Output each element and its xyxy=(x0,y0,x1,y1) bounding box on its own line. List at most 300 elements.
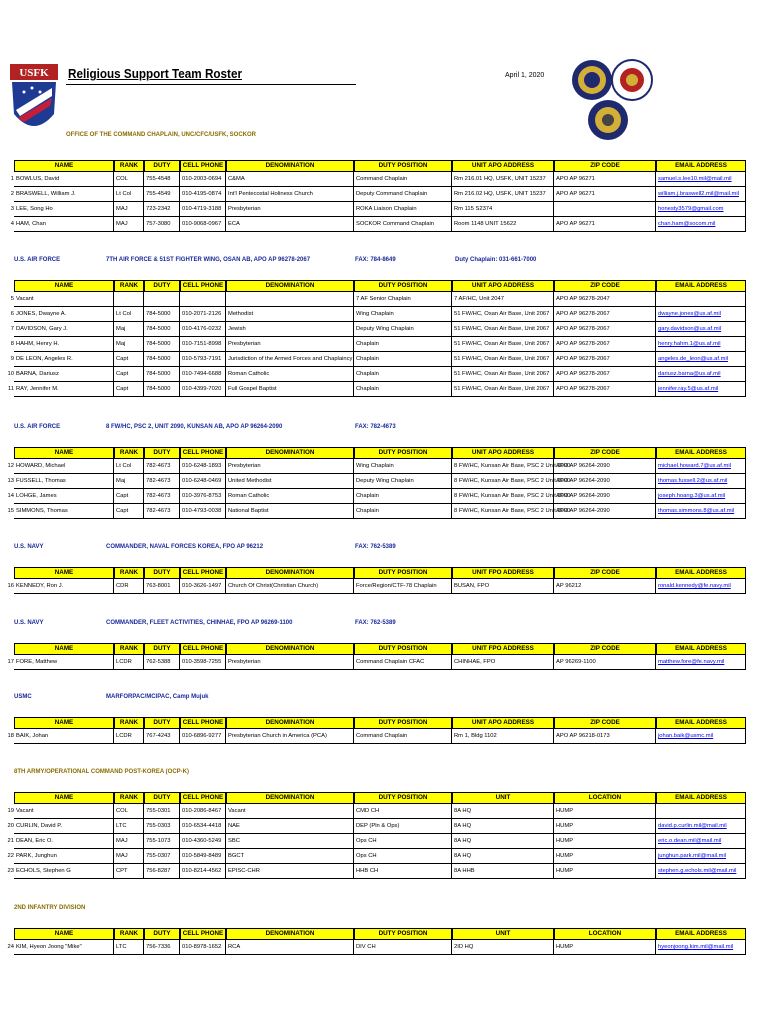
cell-unit-address: 51 FW/HC, Osan Air Base, Unit 2067 xyxy=(452,307,554,322)
cell-name: LOHGE, James xyxy=(14,489,114,504)
cell-denomination xyxy=(226,292,354,307)
cell-cell-phone: 010-4793-0038 xyxy=(180,504,226,519)
cell-name: ECHOLS, Stephen G xyxy=(14,864,114,879)
row-number: 20 xyxy=(7,823,14,829)
cell-cell-phone: 010-4719-3188 xyxy=(180,202,226,217)
header-denomination: DENOMINATION xyxy=(226,792,354,804)
table-row xyxy=(4,187,742,202)
cell-email[interactable]: angeles.de_leon@us.af.mil xyxy=(656,352,746,367)
header-duty: DUTY xyxy=(144,928,180,940)
cell-unit-address: Rm 216.01 HQ, USFK, UNIT 15237 xyxy=(452,172,554,187)
cell-name: BRASWELL, William J. xyxy=(14,187,114,202)
cell-unit-address: 8A HHB xyxy=(452,864,554,879)
section-label: FAX: 784-8649 xyxy=(355,257,396,263)
cell-email[interactable]: gary.davidson@us.af.mil xyxy=(656,322,746,337)
cell-duty-position: SOCKOR Command Chaplain xyxy=(354,217,452,232)
cell-zip-code: APO AP 96271 xyxy=(554,172,656,187)
cell-name: BARNA, Dariusz xyxy=(14,367,114,382)
row-number: 4 xyxy=(10,221,14,227)
header-name: NAME xyxy=(14,928,114,940)
header-rank: RANK xyxy=(114,928,144,940)
cell-rank: MAJ xyxy=(114,202,144,217)
cell-unit-address: 8 FW/HC, Kunsan Air Base, PSC 2 Unit 2090 xyxy=(452,459,554,474)
cell-rank: LCDR xyxy=(114,729,144,744)
cell-duty: 755-0301 xyxy=(144,804,180,819)
cell-denomination: Church Of Christ(Christian Church) xyxy=(226,579,354,594)
cell-zip-code: HUMP xyxy=(554,849,656,864)
cell-rank: Lt Col xyxy=(114,459,144,474)
cell-unit-address: BUSAN, FPO xyxy=(452,579,554,594)
cell-unit-address: 8 FW/HC, Kunsan Air Base, PSC 2 Unit 2090 xyxy=(452,489,554,504)
cell-duty-position: Command Chaplain xyxy=(354,729,452,744)
cell-duty-position: Force/Region/CTF-78 Chaplain xyxy=(354,579,452,594)
header-duty: DUTY xyxy=(144,792,180,804)
cell-rank: Maj xyxy=(114,337,144,352)
cell-rank: Capt xyxy=(114,504,144,519)
header-rank: RANK xyxy=(114,792,144,804)
row-number: 23 xyxy=(7,868,14,874)
section-label: Duty Chaplain: 031-661-7000 xyxy=(455,257,537,263)
header-name: NAME xyxy=(14,280,114,292)
cell-cell-phone: 010-8214-4562 xyxy=(180,864,226,879)
cell-denomination: ECA xyxy=(226,217,354,232)
table-row xyxy=(4,655,742,670)
cell-duty-position: Chaplain xyxy=(354,352,452,367)
header-zip-code: ZIP CODE xyxy=(554,567,656,579)
cell-name: HAM, Chan xyxy=(14,217,114,232)
cell-unit-address: 51 FW/HC, Osan Air Base, Unit 2067 xyxy=(452,352,554,367)
cell-rank: LTC xyxy=(114,819,144,834)
row-number: 17 xyxy=(7,659,14,665)
cell-email[interactable]: ronald.kennedy@fe.navy.mil xyxy=(656,579,746,594)
table-row xyxy=(4,834,742,849)
header-zip-code: ZIP CODE xyxy=(554,717,656,729)
cell-duty-position: Wing Chaplain xyxy=(354,459,452,474)
header-unit-address: UNIT APO ADDRESS xyxy=(452,717,554,729)
header-zip-code: LOCATION xyxy=(554,792,656,804)
cell-name: Vacant xyxy=(14,804,114,819)
cell-duty-position: Deputy Wing Chaplain xyxy=(354,322,452,337)
cell-denomination: Jurisdiction of the Armed Forces and Chaplaincy xyxy=(226,352,354,367)
header-unit-address: UNIT APO ADDRESS xyxy=(452,280,554,292)
row-number: 2 xyxy=(10,191,14,197)
cell-duty-position: Chaplain xyxy=(354,382,452,397)
cell-cell-phone: 010-9068-0967 xyxy=(180,217,226,232)
cell-cell-phone: 010-6248-1893 xyxy=(180,459,226,474)
cell-cell-phone: 010-2086-8467 xyxy=(180,804,226,819)
header-duty-position: DUTY POSITION xyxy=(354,160,452,172)
cell-duty: 782-4673 xyxy=(144,504,180,519)
row-number: 10 xyxy=(7,371,14,377)
table-row xyxy=(4,579,742,594)
cell-name: CURLIN, David P. xyxy=(14,819,114,834)
cell-rank: Maj xyxy=(114,322,144,337)
cell-zip-code: APO AP 96271 xyxy=(554,187,656,202)
cell-email[interactable]: stephen.g.echols.mil@mail.mil xyxy=(656,864,746,879)
cell-name: JONES, Dwayne A. xyxy=(14,307,114,322)
cell-email[interactable]: michael.howard.7@us.af.mil xyxy=(656,459,746,474)
cell-name: RAY, Jennifer M. xyxy=(14,382,114,397)
row-number: 24 xyxy=(7,944,14,950)
cell-name: FUSSELL, Thomas xyxy=(14,474,114,489)
cell-name: KENNEDY, Ron J. xyxy=(14,579,114,594)
cell-unit-address: 51 FW/HC, Osan Air Base, Unit 2067 xyxy=(452,322,554,337)
cell-denomination: Full Gospel Baptist xyxy=(226,382,354,397)
cell-duty xyxy=(144,292,180,307)
table-row xyxy=(4,804,742,819)
row-number: 19 xyxy=(7,808,14,814)
table-row xyxy=(4,474,742,489)
section-label: USMC xyxy=(14,694,32,700)
table-row xyxy=(4,307,742,322)
roster-table xyxy=(4,643,742,670)
header-denomination: DENOMINATION xyxy=(226,643,354,655)
cell-duty-position: Chaplain xyxy=(354,489,452,504)
cell-name: FORE, Matthew xyxy=(14,655,114,670)
header-duty-position: DUTY POSITION xyxy=(354,643,452,655)
cell-unit-address: Rm 115 S2374 xyxy=(452,202,554,217)
row-number: 21 xyxy=(7,838,14,844)
table-row xyxy=(4,504,742,519)
table-header xyxy=(4,717,742,729)
cell-duty-position: Chaplain xyxy=(354,337,452,352)
header-duty: DUTY xyxy=(144,643,180,655)
cell-unit-address: 51 FW/HC, Osan Air Base, Unit 2067 xyxy=(452,337,554,352)
cell-name: PARK, Junghun xyxy=(14,849,114,864)
cell-cell-phone: 010-5793-7191 xyxy=(180,352,226,367)
cell-denomination: SBC xyxy=(226,834,354,849)
cell-duty: 767-4243 xyxy=(144,729,180,744)
table-row xyxy=(4,489,742,504)
header-duty: DUTY xyxy=(144,567,180,579)
cell-zip-code: APO AP 96278-2067 xyxy=(554,307,656,322)
cell-zip-code: AP 96212 xyxy=(554,579,656,594)
table-row xyxy=(4,337,742,352)
cell-unit-address: 51 FW/HC, Osan Air Base, Unit 2067 xyxy=(452,382,554,397)
table-header xyxy=(4,567,742,579)
row-number: 8 xyxy=(10,341,14,347)
cell-cell-phone: 010-6534-4418 xyxy=(180,819,226,834)
cell-unit-address: 8A HQ xyxy=(452,834,554,849)
cell-duty-position: DIV CH xyxy=(354,940,452,955)
header-rank: RANK xyxy=(114,280,144,292)
row-number: 14 xyxy=(7,493,14,499)
cell-zip-code: HUMP xyxy=(554,940,656,955)
cell-duty: 784-5000 xyxy=(144,322,180,337)
cell-cell-phone: 010-3976-8753 xyxy=(180,489,226,504)
cell-duty: 782-4673 xyxy=(144,489,180,504)
header-unit-address: UNIT FPO ADDRESS xyxy=(452,643,554,655)
cell-email[interactable]: david.p.curlin.mil@mail.mil xyxy=(656,819,746,834)
table-header xyxy=(4,447,742,459)
row-number: 1 xyxy=(10,176,14,182)
row-number: 13 xyxy=(7,478,14,484)
cell-denomination: EPISC-CHR xyxy=(226,864,354,879)
usfk-logo xyxy=(8,62,60,142)
cell-duty: 755-0307 xyxy=(144,849,180,864)
header-email: EMAIL ADDRESS xyxy=(656,792,746,804)
header-denomination: DENOMINATION xyxy=(226,160,354,172)
header-zip-code: ZIP CODE xyxy=(554,643,656,655)
header-denomination: DENOMINATION xyxy=(226,447,354,459)
office-label: OFFICE OF THE COMMAND CHAPLAIN, UNC/CFC/USFK, SOCKOR xyxy=(66,132,256,138)
cell-cell-phone: 010-4399-7020 xyxy=(180,382,226,397)
header-email: EMAIL ADDRESS xyxy=(656,717,746,729)
header-zip-code: ZIP CODE xyxy=(554,447,656,459)
section-label: 8 FW/HC, PSC 2, UNIT 2090, KUNSAN AB, APO AP 96264-2090 xyxy=(106,424,283,430)
table-header xyxy=(4,643,742,655)
cell-email[interactable]: eric.o.dean.mil@mail.mil xyxy=(656,834,746,849)
cell-duty: 784-5000 xyxy=(144,367,180,382)
cell-denomination: Jewish xyxy=(226,322,354,337)
header-name: NAME xyxy=(14,717,114,729)
section-label: U.S. NAVY xyxy=(14,620,44,626)
title-underline xyxy=(66,84,356,85)
cell-zip-code: APO AP 96264-2090 xyxy=(554,504,656,519)
cell-cell-phone: 010-2071-2126 xyxy=(180,307,226,322)
cell-rank: LTC xyxy=(114,940,144,955)
cell-zip-code xyxy=(554,202,656,217)
row-number: 15 xyxy=(7,508,14,514)
table-row xyxy=(4,352,742,367)
cell-denomination: Vacant xyxy=(226,804,354,819)
cell-duty-position: Chaplain xyxy=(354,367,452,382)
cell-cell-phone: 010-7151-8998 xyxy=(180,337,226,352)
cell-denomination: Roman Catholic xyxy=(226,367,354,382)
row-number: 22 xyxy=(7,853,14,859)
cell-unit-address: 51 FW/HC, Osan Air Base, Unit 2067 xyxy=(452,367,554,382)
table-row xyxy=(4,940,742,955)
header-email: EMAIL ADDRESS xyxy=(656,643,746,655)
table-header xyxy=(4,280,742,292)
header-denomination: DENOMINATION xyxy=(226,717,354,729)
header-cell-phone: CELL PHONE xyxy=(180,280,226,292)
section-label: COMMANDER, FLEET ACTIVITIES, CHINHAE, FPO AP 96269-1100 xyxy=(106,620,293,626)
cell-rank: CPT xyxy=(114,864,144,879)
cell-name: BOWLUS, David xyxy=(14,172,114,187)
cell-rank: Lt Col xyxy=(114,307,144,322)
cell-rank: CDR xyxy=(114,579,144,594)
cell-name: LEE, Song Ho xyxy=(14,202,114,217)
cell-zip-code: APO AP 96278-2067 xyxy=(554,367,656,382)
header-duty-position: DUTY POSITION xyxy=(354,567,452,579)
header-unit-address: UNIT APO ADDRESS xyxy=(452,160,554,172)
cell-zip-code: APO AP 96218-0173 xyxy=(554,729,656,744)
cell-email[interactable]: joseph.hoang.3@us.af.mil xyxy=(656,489,746,504)
header-cell-phone: CELL PHONE xyxy=(180,160,226,172)
header-name: NAME xyxy=(14,447,114,459)
row-number: 16 xyxy=(7,583,14,589)
cell-name: DEAN, Eric O. xyxy=(14,834,114,849)
row-number: 3 xyxy=(10,206,14,212)
header-name: NAME xyxy=(14,643,114,655)
cell-email[interactable]: samuel.s.lee10.mil@mail.mil xyxy=(656,172,746,187)
cell-duty-position: Ops CH xyxy=(354,849,452,864)
header-cell-phone: CELL PHONE xyxy=(180,643,226,655)
cell-duty: 723-2342 xyxy=(144,202,180,217)
section-label: U.S. NAVY xyxy=(14,544,44,550)
header-rank: RANK xyxy=(114,643,144,655)
header-duty-position: DUTY POSITION xyxy=(354,447,452,459)
table-row xyxy=(4,202,742,217)
cell-rank: MAJ xyxy=(114,849,144,864)
table-row xyxy=(4,729,742,744)
section-label: U.S. AIR FORCE xyxy=(14,424,61,430)
cell-duty-position: Chaplain xyxy=(354,504,452,519)
cell-rank: Capt xyxy=(114,352,144,367)
cell-email[interactable]: junghun.park.mil@mail.mil xyxy=(656,849,746,864)
cell-zip-code: APO AP 96271 xyxy=(554,217,656,232)
cell-denomination: Roman Catholic xyxy=(226,489,354,504)
cell-email[interactable]: hyeonjoong.kim.mil@mail.mil xyxy=(656,940,746,955)
cell-duty-position: HHB CH xyxy=(354,864,452,879)
section-label: MARFORPAC/MCIPAC, Camp Mujuk xyxy=(106,694,209,700)
table-header xyxy=(4,792,742,804)
cell-name: HAHM, Henry H. xyxy=(14,337,114,352)
header-unit-address: UNIT xyxy=(452,792,554,804)
header-email: EMAIL ADDRESS xyxy=(656,160,746,172)
cell-duty-position: Command Chaplain CFAC xyxy=(354,655,452,670)
cell-email[interactable]: dwayne.jones@us.af.mil xyxy=(656,307,746,322)
svg-text:USFK: USFK xyxy=(19,67,49,79)
header-name: NAME xyxy=(14,792,114,804)
cell-unit-address: 8 FW/HC, Kunsan Air Base, PSC 2 Unit 2090 xyxy=(452,504,554,519)
cell-email[interactable]: henry.hahm.1@us.af.mil xyxy=(656,337,746,352)
cell-zip-code: APO AP 96278-2067 xyxy=(554,322,656,337)
cell-duty-position: 7 AF Senior Chaplain xyxy=(354,292,452,307)
cell-duty-position: Deputy Wing Chaplain xyxy=(354,474,452,489)
header-cell-phone: CELL PHONE xyxy=(180,928,226,940)
cell-name: BAIK, Johan xyxy=(14,729,114,744)
cell-duty-position: Deputy Command Chaplain xyxy=(354,187,452,202)
header-cell-phone: CELL PHONE xyxy=(180,792,226,804)
cell-rank: COL xyxy=(114,804,144,819)
cell-cell-phone: 010-7494-6688 xyxy=(180,367,226,382)
table-row xyxy=(4,382,742,397)
cell-duty: 755-1073 xyxy=(144,834,180,849)
roster-table xyxy=(4,160,742,232)
cell-rank: LCDR xyxy=(114,655,144,670)
cell-email[interactable]: matthew.fore@fe.navy.mil xyxy=(656,655,746,670)
cell-duty: 756-7336 xyxy=(144,940,180,955)
row-number: 7 xyxy=(10,326,14,332)
cell-denomination: BGCT xyxy=(226,849,354,864)
cell-denomination: Presbyterian xyxy=(226,337,354,352)
cell-denomination: Presbyterian xyxy=(226,655,354,670)
header-unit-address: UNIT APO ADDRESS xyxy=(452,447,554,459)
cell-duty-position: DEP (Pln & Ops) xyxy=(354,819,452,834)
header-cell-phone: CELL PHONE xyxy=(180,447,226,459)
cell-duty: 784-5000 xyxy=(144,352,180,367)
cell-email[interactable]: honesty3579@gmail.com xyxy=(656,202,746,217)
header-duty: DUTY xyxy=(144,280,180,292)
cell-duty-position: Ops CH xyxy=(354,834,452,849)
table-row xyxy=(4,217,742,232)
cell-duty-position: Wing Chaplain xyxy=(354,307,452,322)
section-label: 8TH ARMY/OPERATIONAL COMMAND POST-KOREA (OCP-K) xyxy=(14,769,189,775)
cell-denomination: United Methodist xyxy=(226,474,354,489)
cell-rank: MAJ xyxy=(114,217,144,232)
header-name: NAME xyxy=(14,567,114,579)
cell-duty: 784-5000 xyxy=(144,382,180,397)
table-row xyxy=(4,367,742,382)
roster-table xyxy=(4,280,742,397)
header-denomination: DENOMINATION xyxy=(226,928,354,940)
header-zip-code: ZIP CODE xyxy=(554,160,656,172)
cell-zip-code: APO AP 96264-2090 xyxy=(554,459,656,474)
row-number: 11 xyxy=(7,386,14,392)
cell-cell-phone: 010-6248-0469 xyxy=(180,474,226,489)
cell-duty: 762-5388 xyxy=(144,655,180,670)
cell-email[interactable]: thomas.fussell.2@us.af.mil xyxy=(656,474,746,489)
cell-email[interactable]: dariusz.barna@us.af.mil xyxy=(656,367,746,382)
cell-rank: Maj xyxy=(114,474,144,489)
cell-email[interactable]: thomas.simmons.8@us.af.mil xyxy=(656,504,746,519)
cell-email[interactable]: jennifer.ray.5@us.af.mil xyxy=(656,382,746,397)
header-rank: RANK xyxy=(114,447,144,459)
cell-unit-address: Rm 1, Bldg 1102 xyxy=(452,729,554,744)
cell-duty: 755-4549 xyxy=(144,187,180,202)
cell-email[interactable]: william.j.braswell2.mil@mail.mil xyxy=(656,187,746,202)
cell-email[interactable]: johan.baik@usmc.mil xyxy=(656,729,746,744)
cell-duty-position: ROKA Liaison Chaplain xyxy=(354,202,452,217)
section-label: FAX: 762-5389 xyxy=(355,620,396,626)
header-zip-code: ZIP CODE xyxy=(554,280,656,292)
cell-zip-code: HUMP xyxy=(554,819,656,834)
cell-duty: 755-4548 xyxy=(144,172,180,187)
roster-table xyxy=(4,792,742,879)
cell-duty: 782-4673 xyxy=(144,474,180,489)
cell-denomination: NAE xyxy=(226,819,354,834)
header-denomination: DENOMINATION xyxy=(226,567,354,579)
cell-name: DE LEON, Angeles R. xyxy=(14,352,114,367)
cell-unit-address: 2ID HQ xyxy=(452,940,554,955)
cell-denomination: Presbyterian xyxy=(226,459,354,474)
cell-rank xyxy=(114,292,144,307)
table-row xyxy=(4,292,742,307)
cell-email[interactable]: chan.ham@socom.mil xyxy=(656,217,746,232)
cell-name: Vacant xyxy=(14,292,114,307)
header-cell-phone: CELL PHONE xyxy=(180,567,226,579)
cell-denomination: RCA xyxy=(226,940,354,955)
header-unit-address: UNIT xyxy=(452,928,554,940)
cell-unit-address: CHINHAE, FPO xyxy=(452,655,554,670)
cell-zip-code: APO AP 96278-2067 xyxy=(554,382,656,397)
cell-denomination: Int'l Pentecostal Holiness Church xyxy=(226,187,354,202)
table-header xyxy=(4,160,742,172)
cell-cell-phone: 010-4360-5249 xyxy=(180,834,226,849)
cell-zip-code: HUMP xyxy=(554,804,656,819)
cell-rank: Capt xyxy=(114,382,144,397)
cell-name: HOWARD, Michael xyxy=(14,459,114,474)
header-unit-address: UNIT FPO ADDRESS xyxy=(452,567,554,579)
cell-zip-code: APO AP 96264-2090 xyxy=(554,474,656,489)
section-label: FAX: 782-4673 xyxy=(355,424,396,430)
header-duty-position: DUTY POSITION xyxy=(354,928,452,940)
section-label: COMMANDER, NAVAL FORCES KOREA, FPO AP 96212 xyxy=(106,544,264,550)
header-email: EMAIL ADDRESS xyxy=(656,280,746,292)
cell-rank: Capt xyxy=(114,367,144,382)
roster-table xyxy=(4,447,742,519)
cell-unit-address: Rm 216.02 HQ, USFK, UNIT 15237 xyxy=(452,187,554,202)
cell-zip-code: HUMP xyxy=(554,834,656,849)
header-duty-position: DUTY POSITION xyxy=(354,280,452,292)
cell-unit-address: 8 FW/HC, Kunsan Air Base, PSC 2 Unit 2090 xyxy=(452,474,554,489)
roster-table xyxy=(4,928,742,955)
header-denomination: DENOMINATION xyxy=(226,280,354,292)
cell-rank: Lt Col xyxy=(114,187,144,202)
header-rank: RANK xyxy=(114,567,144,579)
